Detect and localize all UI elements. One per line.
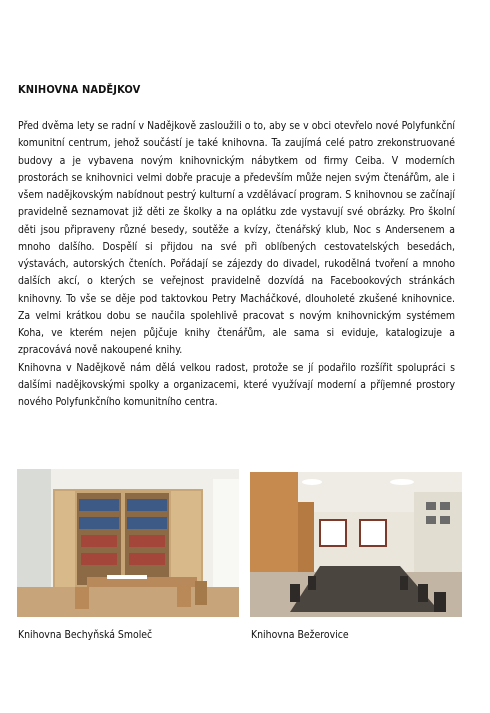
article-paragraph: Knihovna v Nadějkově nám dělá velkou radost, protože se jí podařilo rozšířit spolupráci s dalšími nadějkovskými spolky a organizacemi, které využívají moderní a příjemné prostory nového Polyfunkčního komunitního centra. [18, 361, 455, 408]
article-paragraph: Před dvěma lety se radní v Nadějkově zasloužili o to, aby se v obci otevřelo nové Polyfunkční komunitní centrum, jehož součástí je také knihovna. Ta zaujímá celé patro zrekonstruované budovy a je vybavena novým knihovnickým nábytkem od firmy Ceiba. V moderních prostorách se knihovnici velmi dobře pracuje a především může nejen svým čtenářům, ale i všem nadějkovským nabídnout pestrý kulturní a vzdělávací program. S knihovnou se začínají pravidelně seznamovat již děti ze školky a na oplátku zde vystavují své obrázky. Pro školní děti jsou připraveny různé besedy, soutěže a kvízy, čtenářský klub, Noc s Andersenem a mnoho dalšího. Dospělí si přijdou na své při oblíbených cestovatelských besedách, výstavách, autorských čteních. Pořádají se zájezdy do divadel, rukodělná tvoření a mnoho dalších akcí, o kterých se veřejnost pravidelně dozvídá na Facebookových stránkách knihovny. To vše se děje pod taktovkou Petry Macháčkové, dlouholeté zkušené knihovnice. Za velmi krátkou dobu se naučila spolehlivě pracovat s novým knihovnickým systémem Koha, ve kterém nejen půjčuje knihy čtenářům, ale sama si eviduje, katalogizuje a zpracovává nově nakoupené knihy. [18, 120, 455, 357]
library-bookshelves-photo [17, 469, 239, 617]
article-title: KNIHOVNA NADĚJKOV [18, 83, 141, 96]
article-body [18, 118, 455, 411]
figure-caption: Knihovna Bechyňská Smoleč [18, 629, 153, 641]
figure-caption: Knihovna Bežerovice [251, 629, 349, 641]
library-meeting-room-photo [250, 472, 462, 617]
